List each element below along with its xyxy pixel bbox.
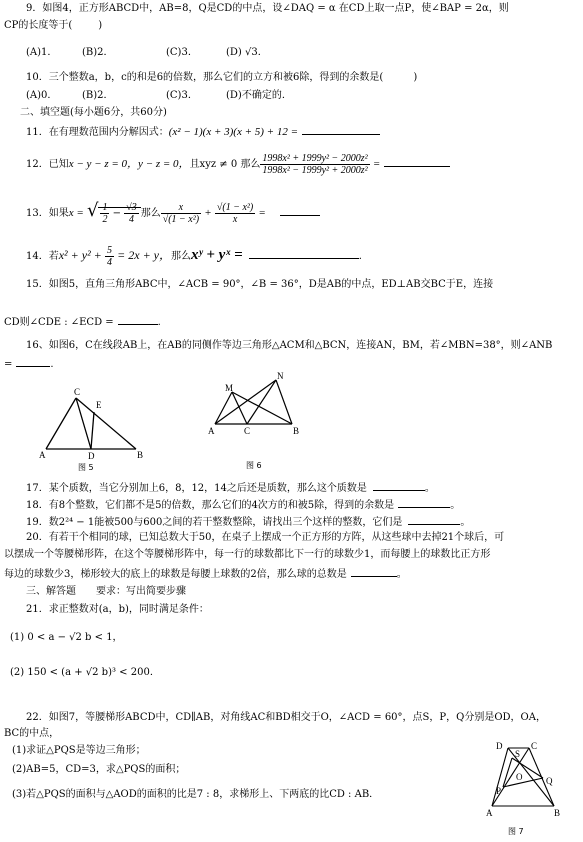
fig6-segment-mb bbox=[232, 392, 292, 424]
q14-fd: 4 bbox=[106, 257, 112, 268]
q14-expr2: = 2x + y， bbox=[117, 248, 172, 262]
q14-fn: 5 bbox=[106, 245, 112, 256]
q12-numerator: 1998x² + 1999y² − 2000z² bbox=[262, 153, 368, 164]
figure-6 bbox=[206, 372, 306, 474]
q15-line1: 15．如图5，直角三角形ABC中，∠ACB = 90°，∠B = 36°，D是AB的中点，ED⊥AB交BC于E，连接 bbox=[26, 279, 494, 290]
q22-part1: (1)求证△PQS是等边三角形； bbox=[12, 745, 146, 756]
q10-option-d: (D)不确定的． bbox=[226, 90, 292, 101]
fig5-segment-ac bbox=[46, 398, 76, 449]
q11-blank[interactable] bbox=[302, 124, 380, 135]
fig7-caption: 图 7 bbox=[508, 827, 524, 836]
q14-expr: x² + y² + bbox=[58, 248, 102, 262]
fig7-label-q: Q bbox=[546, 776, 553, 786]
fig6-caption: 图 6 bbox=[246, 461, 262, 470]
q9-option-d: (D) √3． bbox=[226, 47, 268, 58]
q17-text: 17．某个质数，当它分别加上6，8，12，14之后还是质数，那么这个质数是 bbox=[26, 483, 367, 494]
q16-line2-text: = bbox=[4, 359, 13, 370]
q19-text: 19．数2²⁴ − 1能被500与600之间的若干整数整除，请找出三个这样的整数，它们是 bbox=[26, 517, 403, 528]
q22-part3: (3)若△PQS的面积与△AOD的面积的比是7 : 8，求梯形上、下两底的比CD : AB． bbox=[12, 789, 380, 800]
fig7-label-c: C bbox=[531, 741, 538, 751]
q20-line3-text: 每边的球数少3，梯形较大的底上的球数是每腰上球数的2倍，那么球的总数是 bbox=[4, 569, 347, 580]
figure-5 bbox=[38, 384, 148, 474]
fig7-label-p: P bbox=[496, 786, 502, 796]
q13 bbox=[26, 196, 320, 229]
q12-eq: = bbox=[372, 158, 381, 170]
q14-blank[interactable] bbox=[249, 248, 359, 259]
q11-expr: (x² − 1)(x + 3)(x + 5) + 12 = bbox=[168, 126, 299, 138]
q19: 19．数2²⁴ − 1能被500与600之间的若干整数整除，请找出三个这样的整数，它们是 。 bbox=[26, 514, 470, 530]
q20-line3: 每边的球数少3，梯形较大的底上的球数是每腰上球数的2倍，那么球的总数是 。 bbox=[4, 566, 407, 582]
q13-plus: + bbox=[204, 207, 212, 219]
fig5-segment-de bbox=[91, 412, 94, 449]
fig6-label-n: N bbox=[277, 372, 284, 381]
q13-f1n: x bbox=[161, 202, 201, 214]
q15-blank[interactable] bbox=[118, 314, 158, 325]
q9-line2-end: ) bbox=[98, 20, 103, 31]
q13-b: 2 bbox=[102, 214, 108, 225]
fig6-label-m: M bbox=[225, 383, 234, 393]
q13-c: √3 bbox=[126, 202, 137, 213]
q21-condition-1: (1) 0 < a − √2 b < 1， bbox=[10, 632, 123, 643]
q13-mid: 那么 bbox=[140, 208, 161, 219]
q19-blank[interactable] bbox=[408, 514, 460, 525]
q13-x: x = bbox=[68, 207, 84, 219]
q10-option-c: (C)3． bbox=[166, 90, 198, 101]
fig5-segment-cb bbox=[76, 398, 136, 449]
q9-option-a: (A)1． bbox=[26, 47, 58, 58]
q12-blank[interactable] bbox=[384, 156, 450, 167]
q21-line1: 21．求正整数对(a，b)，同时满足条件： bbox=[26, 604, 209, 615]
q13-f1d: √(1 − x²) bbox=[162, 214, 200, 225]
fig6-label-b: B bbox=[293, 426, 300, 436]
q18-blank[interactable] bbox=[398, 497, 450, 508]
q12-pre: 12．已知 bbox=[26, 159, 69, 170]
q11-text: 11．在有理数范围内分解因式： bbox=[26, 127, 169, 138]
fig6-label-a: A bbox=[208, 426, 215, 436]
q14-frac bbox=[105, 245, 114, 268]
q12-denominator: 1998x² − 1999y² + 2000z² bbox=[262, 165, 368, 176]
q9-option-b: (B)2． bbox=[82, 47, 114, 58]
q17-blank[interactable] bbox=[373, 480, 425, 491]
fig5-label-a: A bbox=[39, 450, 46, 460]
q11 bbox=[26, 124, 380, 140]
q20-line1: 20．有若干个相同的球，已知总数大于50，在桌子上摆成一个正方形的方阵，从这些球中去掉21个球后，可 bbox=[26, 532, 505, 543]
fig7-label-a: A bbox=[486, 808, 493, 818]
q13-frac2 bbox=[215, 202, 255, 225]
q10-line1-end: ) bbox=[413, 72, 418, 83]
q13-radicand: $\frac{1}{2}$ − $\frac{√3}{4}$ bbox=[98, 207, 140, 219]
fig5-label-c: C bbox=[74, 387, 81, 397]
q12-cond: x − y − z = 0，y − z = 0， bbox=[68, 158, 190, 170]
q14-pre: 14．若 bbox=[26, 251, 59, 262]
fig7-segment-ac bbox=[492, 748, 529, 806]
q20-line2: 以摆成一个等腰梯形阵，在这个等腰梯形阵中，每一行的球数都比下一行的球数少1，而每腰上的球数比正方形 bbox=[4, 549, 491, 560]
q13-f2n: √(1 − x²) bbox=[216, 202, 254, 213]
q9-line2 bbox=[4, 19, 102, 33]
fig5-label-d: D bbox=[88, 451, 95, 461]
q14: 14．若x² + y² + $\frac{5}{4}$ = 2x + y，那么xʸ + yˣ = . bbox=[26, 245, 362, 268]
q13-f2d: x bbox=[232, 214, 238, 225]
q13-eq: = bbox=[258, 207, 266, 219]
fig6-segment-am bbox=[215, 392, 232, 424]
q14-target: xʸ + yˣ = bbox=[191, 247, 243, 263]
q13-frac1 bbox=[161, 202, 201, 225]
q12 bbox=[26, 150, 450, 179]
q17: 17．某个质数，当它分别加上6，8，12，14之后还是质数，那么这个质数是 。 bbox=[26, 480, 435, 496]
fig7-label-o: O bbox=[516, 772, 523, 782]
q10-option-a: (A)0． bbox=[26, 90, 58, 101]
fig5-label-e: E bbox=[96, 400, 102, 410]
q9-option-c: (C)3． bbox=[166, 47, 198, 58]
q16-line2: = . bbox=[4, 356, 54, 372]
q12-fraction bbox=[260, 153, 369, 176]
q22-line1: 22．如图7，等腰梯形ABCD中，CD∥AB，对角线AC和BD相交于O，∠ACD = 60°，点S，P，Q分别是OD，OA， bbox=[26, 712, 546, 723]
fig7-label-d: D bbox=[496, 741, 503, 751]
section2-heading: 二、填空题(每小题6分，共60分) bbox=[20, 107, 167, 118]
q10-line1 bbox=[26, 71, 417, 85]
fig6-segment-mc bbox=[232, 392, 247, 424]
q13-blank[interactable] bbox=[280, 205, 320, 216]
q18-text: 18．有8个整数，它们都不是5的倍数，那么它们的4次方的和被5除，得到的余数是 bbox=[26, 500, 395, 511]
q20-blank[interactable] bbox=[351, 566, 397, 577]
q12-mid: 且xyz ≠ 0 那么 bbox=[189, 159, 261, 170]
q13-d: 4 bbox=[128, 214, 134, 225]
q22-line2: BC的中点， bbox=[4, 728, 60, 739]
q13-sqrt-sign: √ bbox=[86, 200, 99, 221]
q9-line1: 9．如图4，正方形ABCD中，AB=8，Q是CD的中点，设∠DAQ = α 在CD上取一点P，使∠BAP = 2α，则 bbox=[26, 3, 509, 14]
q14-mid: 那么 bbox=[171, 251, 192, 262]
q21-condition-2: (2) 150 < (a + √2 b)³ < 200． bbox=[10, 667, 160, 678]
fig7-label-s: S bbox=[515, 749, 521, 759]
q22-part2: (2)AB=5，CD=3，求△PQS的面积； bbox=[12, 764, 186, 775]
q10-line1-text: 10．三个整数a，b，c的和是6的倍数，那么它们的立方和被6除，得到的余数是( bbox=[26, 72, 384, 83]
fig7-label-b: B bbox=[554, 808, 561, 818]
q13-pre: 13．如果 bbox=[26, 208, 69, 219]
q16-line1: 16、如图6，C在线段AB上，在AB的同侧作等边三角形△ACM和△BCN，连接AN，BM，若∠MBN=38°，则∠ANB bbox=[26, 340, 553, 351]
fig5-label-b: B bbox=[137, 450, 144, 460]
q10-options bbox=[26, 89, 292, 103]
q18: 18．有8个整数，它们都不是5的倍数，那么它们的4次方的和被5除，得到的余数是 。 bbox=[26, 497, 460, 513]
fig5-segment-cd bbox=[76, 398, 91, 449]
q9-line2-text: CP的长度等于( bbox=[4, 20, 73, 31]
q16-blank[interactable] bbox=[16, 356, 50, 367]
section3-heading: 三、解答题 要求：写出简要步骤 bbox=[26, 586, 186, 597]
q15-line2-text: CD则∠CDE : ∠ECD = bbox=[4, 317, 114, 328]
q15-line2: CD则∠CDE : ∠ECD = . bbox=[4, 314, 161, 330]
figure-7 bbox=[486, 740, 566, 840]
q10-option-b: (B)2． bbox=[82, 90, 114, 101]
fig5-caption: 图 5 bbox=[78, 463, 94, 472]
q9-options bbox=[26, 46, 268, 60]
fig6-label-c: C bbox=[244, 426, 251, 436]
q13-a: 1 bbox=[102, 202, 108, 213]
